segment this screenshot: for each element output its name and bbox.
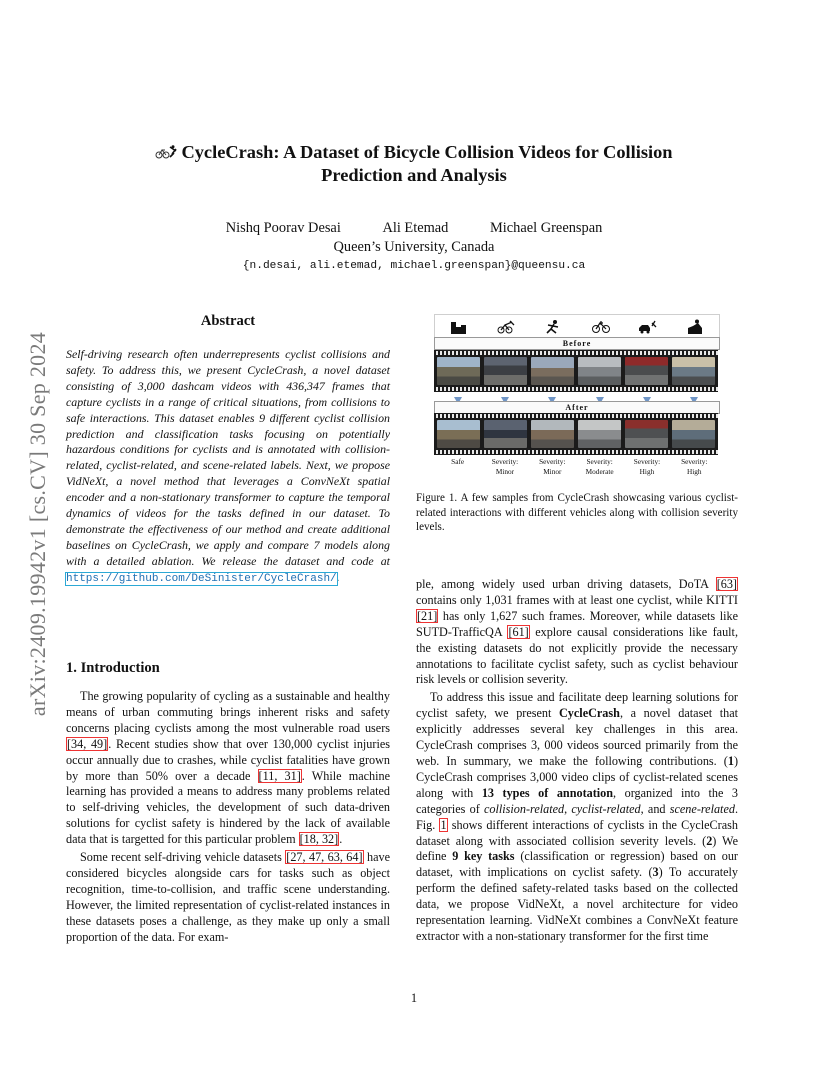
before-filmstrip: [434, 350, 718, 392]
after-label: After: [434, 401, 720, 414]
affiliation: Queen’s University, Canada: [333, 239, 495, 255]
figure-1: [429, 312, 723, 482]
author-emails: {n.desai, ali.etemad, michael.greenspan}@queensu.ca: [242, 260, 586, 272]
citation-link[interactable]: [21]: [417, 608, 438, 623]
video-frame: [625, 357, 668, 385]
author-list: [100, 219, 728, 238]
paragraph: The growing popularity of cycling as a sustainable and healthy means of urban commuting brings inherent risks and safety concerns placing cyclists among the most vulnerable road users [34, 49]. Recent studies show that over 130,000 cyclist injuries occur annually due to crashes, while cyclist fatalities have grown by more than 50% over a decade [11, 31]. While machine learning has provided a means to address many problems related to self-driving vehicles, the development of such data-driven solutions for cyclist safety is hindered by the lack of available data that is targetted for this particular problem [18, 32].: [66, 689, 390, 847]
paper-title: [110, 141, 718, 187]
severity-label: Safe: [451, 457, 465, 466]
cyclist-ground-icon: [685, 319, 705, 335]
bicycle-collision-icon: [591, 319, 611, 335]
author-name: Michael Greenspan: [490, 220, 603, 236]
severity-label: Severity: High: [681, 457, 708, 476]
citation-link[interactable]: [18, 32]: [299, 832, 339, 847]
introduction-heading: 1. Introduction: [66, 660, 160, 676]
author-name: Nishq Poorav Desai: [225, 220, 341, 236]
repo-link[interactable]: https://github.com/DeSinister/CycleCrash/: [66, 572, 337, 585]
after-filmstrip: [434, 413, 718, 455]
introduction-column-right: [416, 577, 738, 945]
bicycle-crash-icon: [155, 145, 177, 159]
video-frame: [578, 420, 621, 448]
citation-link[interactable]: [11, 31]: [258, 768, 301, 783]
title-line-1: CycleCrash: A Dataset of Bicycle Collision Videos for Collision: [181, 142, 673, 162]
before-label: Before: [434, 337, 720, 350]
citation-link[interactable]: [27, 47, 63, 64]: [286, 850, 363, 865]
introduction-column-left: [66, 689, 390, 946]
citation-link[interactable]: [63]: [716, 577, 737, 591]
car-cyclist-collision-icon: [638, 319, 658, 335]
title-line-2: Prediction and Analysis: [321, 165, 507, 185]
severity-label: Severity: Minor: [539, 457, 566, 476]
arxiv-side-label: arXiv:2409.19942v1 [cs.CV] 30 Sep 2024: [25, 331, 50, 717]
cyclist-crash-icon: [496, 319, 516, 335]
severity-label: Severity: Moderate: [585, 457, 614, 476]
severity-label: Severity: Minor: [491, 457, 519, 476]
video-frame: [437, 357, 480, 385]
cyclist-fall-icon: [543, 319, 563, 335]
cyclist-building-icon: [449, 319, 469, 335]
video-frame: [672, 420, 715, 448]
page-number: 1: [410, 991, 418, 1005]
author-name: Ali Etemad: [382, 220, 449, 236]
citation-link[interactable]: [61]: [508, 624, 529, 639]
video-frame: [578, 357, 621, 385]
figure-1-caption: Figure 1. A few samples from CycleCrash showcasing various cyclist-related interactions with different vehicles along with collision severity levels.: [416, 492, 738, 534]
severity-label: Severity: High: [633, 457, 661, 476]
paragraph: Some recent self-driving vehicle datasets [27, 47, 63, 64] have considered bicycles alongside cars for tasks such as object recognition, time-to-collision, and traffic scene understanding. However, the limited representation of cyclist-related instances in these datasets poses a challenge, as they make up only a small proportion of the data. For exam-: [66, 850, 390, 944]
video-frame: [672, 357, 715, 385]
figure-reference-link[interactable]: 1: [440, 817, 447, 832]
abstract-text: Self-driving research often underrepresents cyclist collisions and safety. To address this, we present CycleCrash, a novel dataset consisting of 3,000 dashcam videos with 436,347 frames that capture cyclists in a range of critical situations, from collisions to safe interactions. This dataset enables 9 different cyclist collision prediction and classification tasks focusing on potentially hazardous conditions for cyclists and is annotated with collision-related, cyclist-related, and scene-related labels. Next, we propose VidNeXt, a novel method that leverages a ConvNeXt spatial encoder and a non-stationary transformer to capture the temporal dynamics of videos for the tasks defined in our dataset. To demonstrate the effectiveness of our method and create additional baselines on CycleCrash, we apply and compare 7 models along with a detailed ablation. We release the dataset and code at: [66, 347, 390, 568]
video-frame: [531, 357, 574, 385]
paragraph: To address this issue and facilitate deep learning solutions for cyclist safety, we present CycleCrash, a novel dataset that explicitly addresses several key challenges in this area. CycleCrash comprises 3, 000 videos sourced primarily from the web. In summary, we make the following contributions. (1) CycleCrash comprises 3,000 video clips of cyclist-related scenes along with 13 types of annotation, organized into the 3 categories of collision-related, cyclist-related, and scene-related. Fig. 1 shows different interactions of cyclists in the CycleCrash dataset along with associated collision severity levels. (2) We define 9 key tasks (classification or regression) based on our dataset, with implications on cyclist safety. (3) To accurately perform the defined safety-related tasks based on the collected data, we propose VidNeXt, a novel architecture for video representation learning. VidNeXt combines a ConvNeXt feature extractor with a non-stationary transformer for the first time: [416, 690, 739, 943]
video-frame: [625, 420, 668, 448]
abstract-heading: Abstract: [200, 313, 256, 329]
video-frame: [531, 420, 574, 448]
video-frame: [484, 357, 527, 385]
video-frame: [484, 420, 527, 448]
paragraph: ple, among widely used urban driving datasets, DoTA [63] contains only 1,031 frames with at least one cyclist, while KITTI [21] has only 1,627 such frames. Moreover, while datasets like SUTD-TrafficQA [61] explore causal considerations like fault, the existing datasets do not explicitly provide the necessary annotations to facilitate cyclist safety, such as cyclist behaviour risk levels or collision severity.: [416, 577, 738, 687]
video-frame: [437, 420, 480, 448]
severity-labels: [434, 457, 718, 477]
citation-link[interactable]: [34, 49]: [67, 736, 108, 751]
abstract-body: Self-driving research often underrepresents cyclist collisions and safety. To address this, we present CycleCrash, a novel dataset consisting of 3,000 dashcam videos with 436,347 frames that capture cyclists in a range of critical situations, from collisions to safe interactions. This dataset enables 9 different cyclist collision prediction and classification tasks focusing on potentially hazardous conditions for cyclists and is annotated with collision-related, cyclist-related, and scene-related labels. Next, we propose VidNeXt, a novel method that leverages a ConvNeXt spatial encoder and a non-stationary transformer to capture the temporal dynamics of videos for the tasks defined in our dataset. To demonstrate the effectiveness of our method and create additional baselines on CycleCrash, we apply and compare 7 models along with a detailed ablation. We release the dataset and code at https://github.com/DeSinister/CycleCrash/.: [66, 347, 390, 585]
